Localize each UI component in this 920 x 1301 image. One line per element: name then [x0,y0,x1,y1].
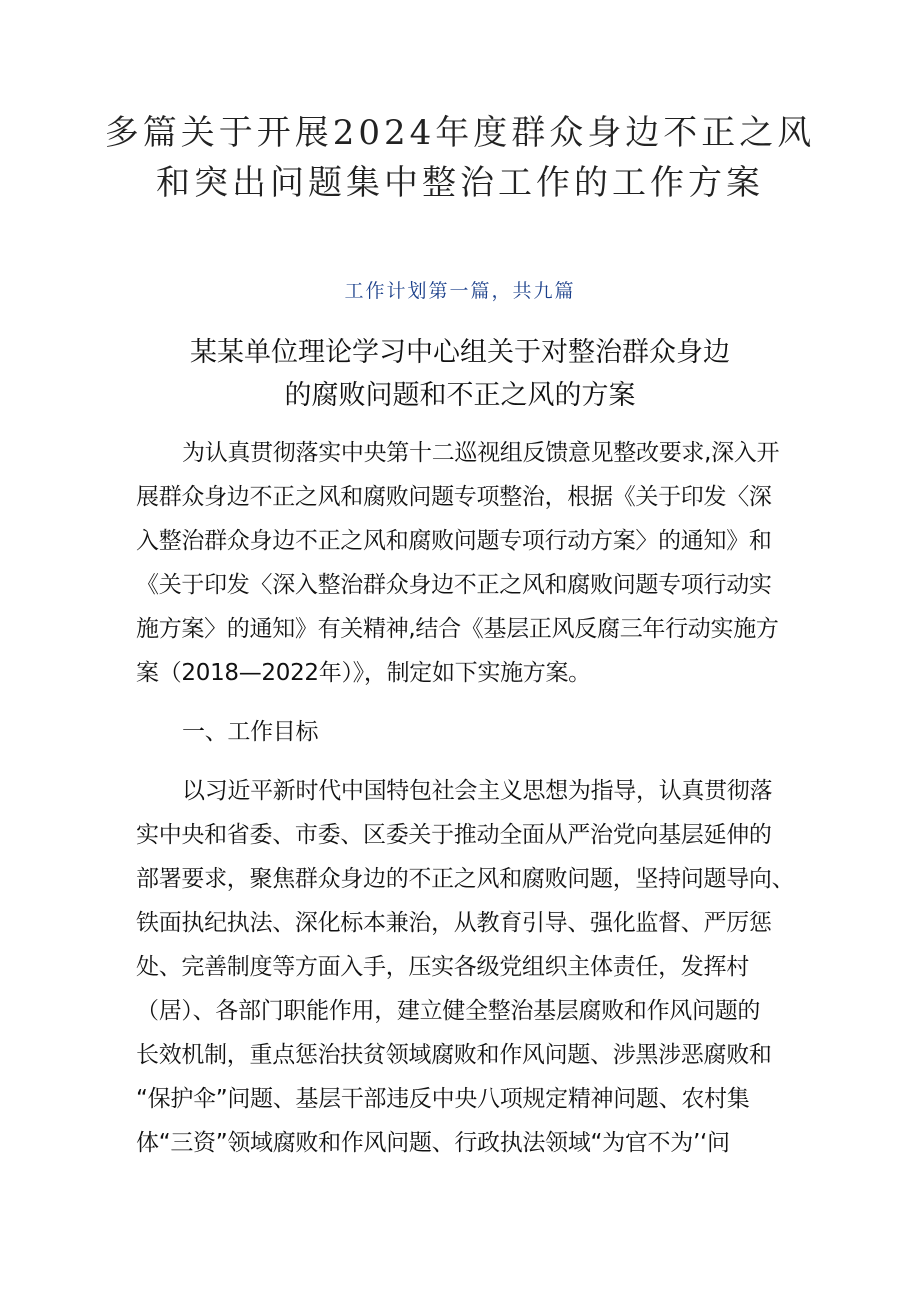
paragraph-line: “保护伞”问题、基层干部违反中央八项规定精神问题、农村集 [136,1086,750,1112]
paragraph-line: 案（2018—2022年）》，制定如下实施方案。 [136,660,591,686]
paragraph-line: 实中央和省委、市委、区委关于推动全面从严治党向基层延伸的 [136,822,772,848]
part-label: 工作计划第一篇，共九篇 [344,280,576,302]
paragraph-line: 长效机制，重点惩治扶贫领域腐败和作风问题、涉黑涉恶腐败和 [136,1042,772,1068]
subtitle-line-2: 的腐败问题和不正之风的方案 [284,380,636,411]
document-title-line-1: 多篇关于开展2024年度群众身边不正之风 [104,113,816,153]
section-heading: 一、工作目标 [182,719,319,745]
paragraph-line: 《关于印发〈深入整治群众身边不正之风和腐败问题专项行动实 [136,572,772,598]
paragraph-line: 处、完善制度等方面入手，压实各级党组织主体责任，发挥村 [136,954,749,980]
paragraph-line: 以习近平新时代中国特包社会主义思想为指导，认真贯彻落 [182,778,773,804]
paragraph-line: 施方案〉的通知》有关精神,结合《基层正风反腐三年行动实施方 [136,616,779,642]
subtitle-line-1: 某某单位理论学习中心组关于对整治群众身边 [190,337,730,368]
paragraph-line: 铁面执纪执法、深化标本兼治，从教育引导、强化监督、严厉惩 [136,910,772,936]
paragraph-line: 部署要求，聚焦群众身边的不正之风和腐败问题，坚持问题导向、 [136,866,795,892]
paragraph-line: 为认真贯彻落实中央第十二巡视组反馈意见整改要求,深入开 [182,440,780,466]
document-title-line-2: 和突出问题集中整治工作的工作方案 [156,163,764,203]
paragraph-line: （居）、各部门职能作用，建立健全整治基层腐败和作风问题的 [136,998,761,1024]
paragraph-line: 入整治群众身边不正之风和腐败问题专项行动方案〉的通知》和 [136,528,772,554]
paragraph-line: 展群众身边不正之风和腐败问题专项整治，根据《关于印发〈深 [136,484,772,510]
paragraph-line: 体“三资”领域腐败和作风问题、行政执法领域“为官不为’‘问 [136,1130,730,1156]
